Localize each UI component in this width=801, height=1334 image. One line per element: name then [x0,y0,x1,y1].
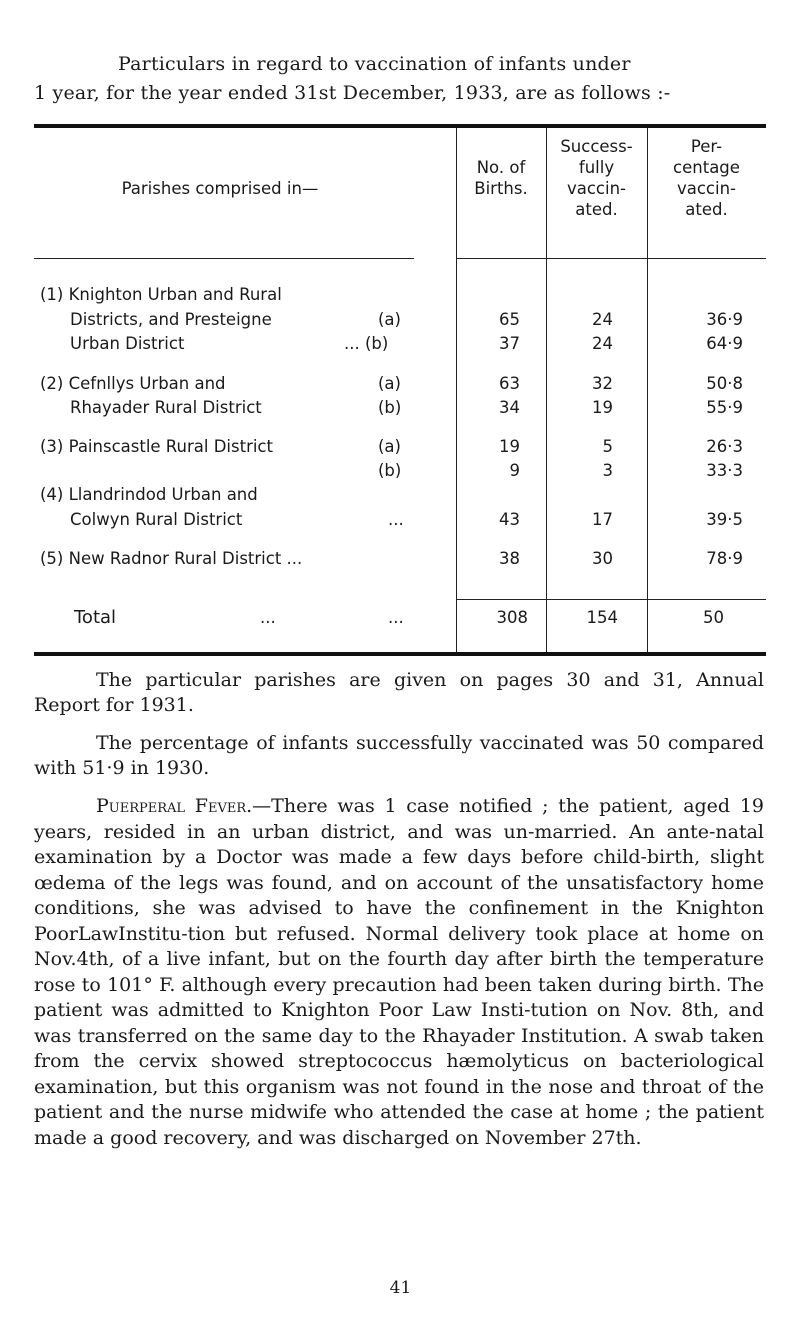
table-bottom-rule [34,652,766,656]
cell-success: 5 [602,437,613,456]
header-births [456,157,546,199]
total-dots-1: ... [260,608,276,627]
paragraph-parishes-note [34,668,764,717]
cell-percent: 55·9 [706,398,743,417]
header-success-line-3: vaccin- [566,179,626,198]
cell-success: 24 [592,310,613,329]
table-row-suffix: (b) [378,461,402,480]
cell-percent: 64·9 [706,334,743,353]
cell-success: 24 [592,334,613,353]
total-percent: 50 [703,608,724,627]
intro-line-1: Particulars in regard to vaccination of infants under [118,53,631,75]
intro-line-2: 1 year, for the year ended 31st December, 1933, are as follows :- [34,82,671,104]
paragraph-parishes-text: The particular parishes are given on pages 30 and 31, Annual Report for 1931. [34,669,764,716]
table-row-label: (1) Knighton Urban and Rural [40,285,282,304]
cell-births: 38 [499,549,520,568]
total-births: 308 [496,608,528,627]
header-success-line-2: fully [578,158,615,177]
total-success: 154 [586,608,618,627]
table-row-label: (4) Llandrindod Urban and [40,485,258,504]
cell-success: 19 [592,398,613,417]
header-percent-line-3: vaccin- [676,179,736,198]
table-row-label: (2) Cefnllys Urban and [40,374,226,393]
header-percent-line-2: centage [673,158,740,177]
intro-text [34,50,764,108]
cell-success: 17 [592,510,613,529]
table-row-suffix: (a) [378,310,401,329]
table-row-label: Rhayader Rural District [70,398,262,417]
header-success-line-1: Success- [560,137,633,156]
table-row-suffix: (b) [378,398,402,417]
header-rule-parishes [34,258,414,259]
header-success [546,136,647,220]
header-rule-data [456,258,766,259]
paragraph-puerperal-fever [34,794,764,1151]
cell-percent: 78·9 [706,549,743,568]
cell-success: 30 [592,549,613,568]
header-births-line-1: No. of [476,158,526,177]
total-dots-2: ... [388,608,404,627]
cell-births: 63 [499,374,520,393]
total-rule [456,599,766,600]
cell-percent: 36·9 [706,310,743,329]
cell-success: 3 [602,461,613,480]
paragraph-percentage-note [34,731,764,780]
header-percent-line-1: Per- [690,137,723,156]
cell-births: 37 [499,334,520,353]
cell-percent: 39·5 [706,510,743,529]
cell-births: 19 [499,437,520,456]
header-percent-line-4: ated. [685,200,728,219]
table-row-label: Districts, and Presteigne [70,310,272,329]
cell-births: 34 [499,398,520,417]
header-percent [647,136,766,220]
header-births-line-2: Births. [474,179,528,198]
table-row-suffix: (a) [378,374,401,393]
puerperal-fever-heading: Puerperal Fever. [96,795,253,817]
table-row-suffix: ... (b) [344,334,389,353]
table-row-label: (3) Painscastle Rural District [40,437,273,456]
cell-percent: 50·8 [706,374,743,393]
cell-percent: 26·3 [706,437,743,456]
cell-success: 32 [592,374,613,393]
table-row-label: Colwyn Rural District [70,510,243,529]
header-success-line-4: ated. [575,200,618,219]
table-row-label: (5) New Radnor Rural District ... [40,549,303,568]
table-row-label: Urban District [70,334,185,353]
table-row-suffix: (a) [378,437,401,456]
cell-percent: 33·3 [706,461,743,480]
cell-births: 43 [499,510,520,529]
total-label: Total [74,607,117,628]
table-top-rule [34,124,766,128]
header-parishes: Parishes comprised in— [121,179,319,198]
table-row-suffix: ... [388,510,404,529]
cell-births: 65 [499,310,520,329]
page-number: 41 [389,1278,412,1298]
cell-births: 9 [509,461,520,480]
paragraph-percentage-text: The percentage of infants successfully vaccinated was 50 compared with 51·9 in 1930. [34,732,764,779]
puerperal-fever-text: —There was 1 case notified ; the patient, aged 19 years, resided in an urban district, and was un-married. An ante-natal examination by a Doctor was made a few days before child-birth, slight œdema of the legs was found, and on account of the unsatisfactory home conditions, she was advised to have the confinement in the Knighton PoorLawInstitu-tion but refused. Normal delivery took place at home on Nov.4th, of a live infant, but on the fourth day after birth the temperature rose to 101° F. although every precaution had been taken during birth. The patient was admitted to Knighton Poor Law Insti-tution on Nov. 8th, and was transferred on the same day to the Rhayader Institution. A swab taken from the cervix showed streptococcus hæmolyticus on bacteriological examination, but this organism was not found in the nose and throat of the patient and the nurse midwife who attended the case at home ; the patient made a good recovery, and was discharged on November 27th. [34,795,764,1149]
